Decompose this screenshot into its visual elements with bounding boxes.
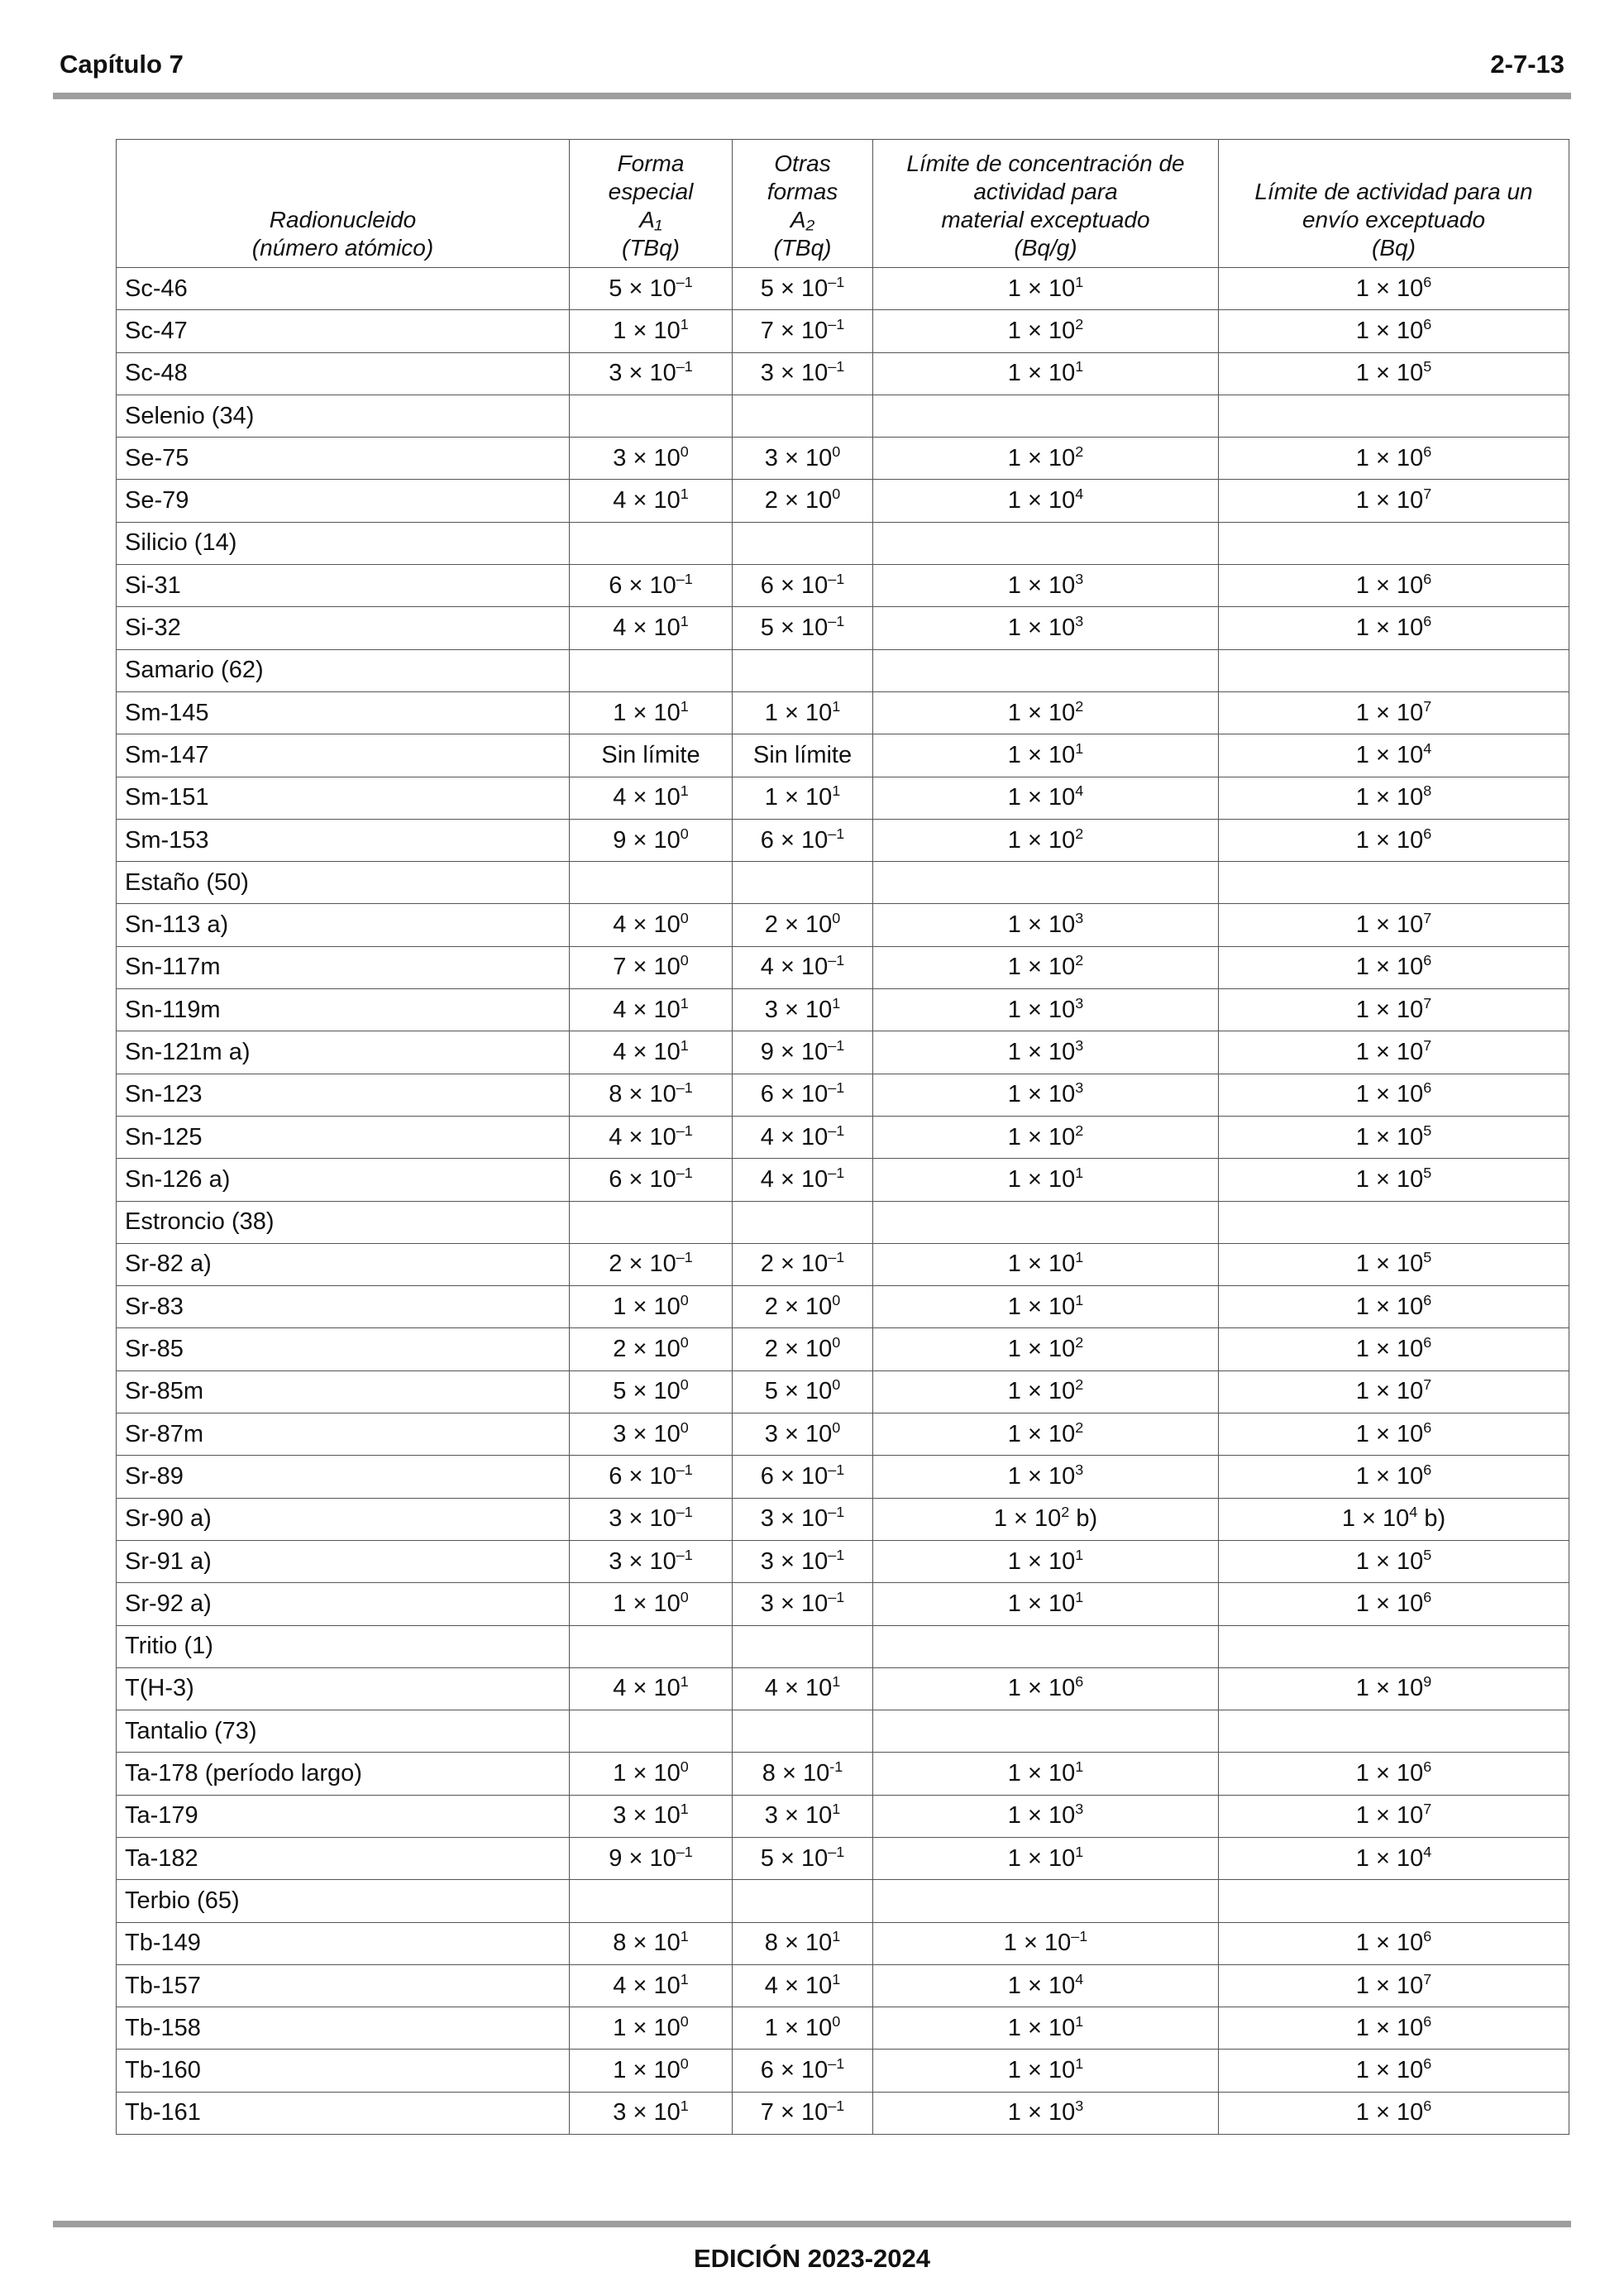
cell-consignment-limit: $1 \times 10^7$ (1219, 989, 1569, 1031)
cell-a2: Sin límite (733, 734, 873, 777)
cell-concentration-limit: $1 \times 10^1$ (873, 268, 1219, 310)
cell-a2: $3 \times 10^1$ (733, 989, 873, 1031)
table-row (117, 1116, 1569, 1158)
cell-a2: $2 \times 10^0$ (733, 1286, 873, 1328)
cell-radionuclide: Ta-182 (117, 1837, 570, 1879)
cell-consignment-limit (1219, 522, 1569, 564)
table-row (117, 268, 1569, 310)
cell-radionuclide: Sm-151 (117, 777, 570, 819)
cell-a1: $4 \times 10^1$ (570, 607, 733, 649)
cell-consignment-limit: $1 \times 10^5$ (1219, 1540, 1569, 1582)
cell-a2: $2 \times 10^0$ (733, 904, 873, 946)
cell-radionuclide: Silicio (14) (117, 522, 570, 564)
cell-radionuclide: Sr-90 a) (117, 1498, 570, 1540)
table-row (117, 1159, 1569, 1201)
cell-a1: $4 \times 10^1$ (570, 480, 733, 522)
cell-concentration-limit: $1 \times 10^4$ (873, 1964, 1219, 2007)
cell-concentration-limit: $1 \times 10^1$ (873, 2050, 1219, 2092)
cell-a1: $9 \times 10^0$ (570, 819, 733, 861)
cell-radionuclide: Si-32 (117, 607, 570, 649)
cell-a2: $6 \times 10^{-1}$ (733, 2050, 873, 2092)
cell-consignment-limit: $1 \times 10^6$ (1219, 1753, 1569, 1795)
cell-a2: $5 \times 10^{-1}$ (733, 1837, 873, 1879)
cell-a2: $5 \times 10^0$ (733, 1370, 873, 1413)
table-header-row (117, 140, 1569, 268)
cell-a2: $4 \times 10^{-1}$ (733, 1159, 873, 1201)
table-row (117, 1328, 1569, 1370)
table-row (117, 1413, 1569, 1456)
cell-concentration-limit: $1 \times 10^3$ (873, 1795, 1219, 1837)
table-row (117, 1795, 1569, 1837)
cell-consignment-limit: $1 \times 10^5$ (1219, 352, 1569, 395)
table-row (117, 734, 1569, 777)
table-body (117, 268, 1569, 2135)
table-row (117, 438, 1569, 480)
cell-consignment-limit: $1 \times 10^9$ (1219, 1667, 1569, 1710)
cell-a2: $3 \times 10^0$ (733, 438, 873, 480)
table-row (117, 989, 1569, 1031)
radionuclide-table (116, 139, 1569, 2135)
cell-concentration-limit: $1 \times 10^2$ (873, 691, 1219, 734)
cell-a1: $4 \times 10^1$ (570, 1964, 733, 2007)
cell-a2: $3 \times 10^0$ (733, 1413, 873, 1456)
cell-a1: $2 \times 10^0$ (570, 1328, 733, 1370)
cell-consignment-limit (1219, 1201, 1569, 1243)
table-row (117, 1498, 1569, 1540)
column-header-special-form-a1: Forma especial A₁ (TBq) (570, 140, 733, 268)
cell-a1: $3 \times 10^1$ (570, 2092, 733, 2134)
cell-a2: $2 \times 10^0$ (733, 480, 873, 522)
cell-a2: $4 \times 10^1$ (733, 1667, 873, 1710)
table-row (117, 565, 1569, 607)
cell-concentration-limit (873, 1201, 1219, 1243)
cell-a2: $4 \times 10^{-1}$ (733, 1116, 873, 1158)
cell-concentration-limit: $1 \times 10^4$ (873, 480, 1219, 522)
cell-concentration-limit (873, 1625, 1219, 1667)
cell-a2 (733, 1201, 873, 1243)
table-row (117, 2007, 1569, 2050)
cell-concentration-limit: $1 \times 10^1$ (873, 1159, 1219, 1201)
table-row (117, 1583, 1569, 1625)
cell-consignment-limit: $1 \times 10^7$ (1219, 691, 1569, 734)
cell-concentration-limit (873, 1710, 1219, 1753)
cell-a1 (570, 395, 733, 437)
cell-a1: $1 \times 10^0$ (570, 1286, 733, 1328)
cell-concentration-limit: $1 \times 10^2$ (873, 1413, 1219, 1456)
cell-consignment-limit: $1 \times 10^6$ (1219, 2007, 1569, 2050)
cell-consignment-limit (1219, 1710, 1569, 1753)
cell-consignment-limit (1219, 1880, 1569, 1922)
cell-consignment-limit: $1 \times 10^8$ (1219, 777, 1569, 819)
cell-concentration-limit: $1 \times 10^4$ (873, 777, 1219, 819)
cell-radionuclide: T(H-3) (117, 1667, 570, 1710)
table-row (117, 819, 1569, 861)
cell-a1: $1 \times 10^0$ (570, 1753, 733, 1795)
cell-a1: $3 \times 10^{-1}$ (570, 1498, 733, 1540)
cell-a1 (570, 1201, 733, 1243)
cell-concentration-limit: $1 \times 10^3$ (873, 2092, 1219, 2134)
cell-a1: $6 \times 10^{-1}$ (570, 1456, 733, 1498)
cell-concentration-limit (873, 522, 1219, 564)
table-row (117, 1753, 1569, 1795)
cell-concentration-limit: $1 \times 10^6$ (873, 1667, 1219, 1710)
cell-radionuclide: Sc-46 (117, 268, 570, 310)
cell-a2: $6 \times 10^{-1}$ (733, 565, 873, 607)
header-divider (53, 93, 1571, 99)
cell-concentration-limit: $1 \times 10^{-1}$ (873, 1922, 1219, 1964)
table-row (117, 904, 1569, 946)
cell-consignment-limit: $1 \times 10^6$ (1219, 2050, 1569, 2092)
cell-concentration-limit: $1 \times 10^1$ (873, 2007, 1219, 2050)
element-group-row (117, 649, 1569, 691)
cell-consignment-limit: $1 \times 10^5$ (1219, 1243, 1569, 1285)
cell-concentration-limit: $1 \times 10^1$ (873, 1753, 1219, 1795)
cell-a1: $4 \times 10^1$ (570, 1031, 733, 1074)
cell-a2: $7 \times 10^{-1}$ (733, 310, 873, 352)
cell-radionuclide: Sn-117m (117, 946, 570, 988)
cell-radionuclide: Se-79 (117, 480, 570, 522)
cell-radionuclide: Sm-153 (117, 819, 570, 861)
cell-a1: $8 \times 10^{-1}$ (570, 1074, 733, 1116)
table-row (117, 1837, 1569, 1879)
cell-a1: $2 \times 10^{-1}$ (570, 1243, 733, 1285)
cell-concentration-limit: $1 \times 10^1$ (873, 1286, 1219, 1328)
cell-concentration-limit: $1 \times 10^1$ (873, 1540, 1219, 1582)
cell-a1: $7 \times 10^0$ (570, 946, 733, 988)
column-header-other-forms-a2: Otras formas A₂ (TBq) (733, 140, 873, 268)
table-row (117, 1667, 1569, 1710)
cell-a1: $3 \times 10^{-1}$ (570, 1540, 733, 1582)
cell-consignment-limit: $1 \times 10^6$ (1219, 1413, 1569, 1456)
cell-concentration-limit: $1 \times 10^1$ (873, 1583, 1219, 1625)
element-group-row (117, 1201, 1569, 1243)
cell-consignment-limit: $1 \times 10^6$ (1219, 819, 1569, 861)
cell-a1: $6 \times 10^{-1}$ (570, 1159, 733, 1201)
table-row (117, 1964, 1569, 2007)
cell-a2: $3 \times 10^{-1}$ (733, 352, 873, 395)
cell-a1: $3 \times 10^{-1}$ (570, 352, 733, 395)
element-group-row (117, 1625, 1569, 1667)
cell-radionuclide: Tantalio (73) (117, 1710, 570, 1753)
cell-a1: $5 \times 10^{-1}$ (570, 268, 733, 310)
cell-radionuclide: Se-75 (117, 438, 570, 480)
cell-radionuclide: Sr-85m (117, 1370, 570, 1413)
cell-concentration-limit: $1 \times 10^3$ (873, 1456, 1219, 1498)
cell-concentration-limit: $1 \times 10^2$ (873, 1116, 1219, 1158)
cell-concentration-limit: $1 \times 10^3$ (873, 1074, 1219, 1116)
cell-radionuclide: Estroncio (38) (117, 1201, 570, 1243)
cell-a2: $8 \times 10^1$ (733, 1922, 873, 1964)
cell-concentration-limit: $1 \times 10^1$ (873, 1243, 1219, 1285)
cell-a1 (570, 1625, 733, 1667)
cell-a1: $8 \times 10^1$ (570, 1922, 733, 1964)
cell-concentration-limit: $1 \times 10^2$ (873, 946, 1219, 988)
column-header-radionuclide: Radionucleido (número atómico) (117, 140, 570, 268)
cell-a1: $9 \times 10^{-1}$ (570, 1837, 733, 1879)
cell-a1: $1 \times 10^0$ (570, 1583, 733, 1625)
cell-radionuclide: Sr-82 a) (117, 1243, 570, 1285)
cell-radionuclide: Tb-158 (117, 2007, 570, 2050)
cell-consignment-limit: $1 \times 10^7$ (1219, 1370, 1569, 1413)
cell-consignment-limit: $1 \times 10^7$ (1219, 1031, 1569, 1074)
cell-a2: $3 \times 10^{-1}$ (733, 1583, 873, 1625)
cell-concentration-limit: $1 \times 10^2$ b) (873, 1498, 1219, 1540)
cell-concentration-limit: $1 \times 10^3$ (873, 565, 1219, 607)
cell-a2: $9 \times 10^{-1}$ (733, 1031, 873, 1074)
cell-radionuclide: Ta-179 (117, 1795, 570, 1837)
cell-a2 (733, 1880, 873, 1922)
cell-a2: $5 \times 10^{-1}$ (733, 268, 873, 310)
element-group-row (117, 862, 1569, 904)
table-row (117, 2050, 1569, 2092)
column-header-consignment-limit: Límite de actividad para un envío exceptuado (Bq) (1219, 140, 1569, 268)
cell-a2 (733, 1625, 873, 1667)
cell-consignment-limit (1219, 862, 1569, 904)
cell-radionuclide: Sr-91 a) (117, 1540, 570, 1582)
element-group-row (117, 1880, 1569, 1922)
cell-concentration-limit (873, 1880, 1219, 1922)
cell-consignment-limit: $1 \times 10^5$ (1219, 1116, 1569, 1158)
cell-a2 (733, 649, 873, 691)
element-group-row (117, 522, 1569, 564)
cell-radionuclide: Sm-145 (117, 691, 570, 734)
cell-a2 (733, 395, 873, 437)
cell-a2: $6 \times 10^{-1}$ (733, 819, 873, 861)
cell-radionuclide: Sn-123 (117, 1074, 570, 1116)
cell-consignment-limit: $1 \times 10^4$ (1219, 734, 1569, 777)
table-row (117, 480, 1569, 522)
cell-radionuclide: Si-31 (117, 565, 570, 607)
cell-consignment-limit: $1 \times 10^6$ (1219, 946, 1569, 988)
table-row (117, 1074, 1569, 1116)
cell-a2: $1 \times 10^1$ (733, 777, 873, 819)
cell-radionuclide: Sn-113 a) (117, 904, 570, 946)
cell-consignment-limit: $1 \times 10^6$ (1219, 438, 1569, 480)
cell-consignment-limit: $1 \times 10^4$ (1219, 1837, 1569, 1879)
cell-concentration-limit: $1 \times 10^2$ (873, 310, 1219, 352)
cell-a2: $8 \times 10^{-1}$ (733, 1753, 873, 1795)
cell-a2: $7 \times 10^{-1}$ (733, 2092, 873, 2134)
cell-a1: $4 \times 10^{-1}$ (570, 1116, 733, 1158)
cell-radionuclide: Tb-149 (117, 1922, 570, 1964)
cell-concentration-limit: $1 \times 10^2$ (873, 819, 1219, 861)
table-row (117, 2092, 1569, 2134)
cell-a1: $4 \times 10^0$ (570, 904, 733, 946)
cell-a1 (570, 1710, 733, 1753)
footer-divider (53, 2221, 1571, 2227)
cell-radionuclide: Sn-125 (117, 1116, 570, 1158)
element-group-row (117, 1710, 1569, 1753)
cell-radionuclide: Estaño (50) (117, 862, 570, 904)
cell-a1: $1 \times 10^1$ (570, 310, 733, 352)
table-row (117, 777, 1569, 819)
cell-a2: $4 \times 10^1$ (733, 1964, 873, 2007)
edition-footer: EDICIÓN 2023-2024 (693, 2244, 931, 2273)
cell-a2: $3 \times 10^{-1}$ (733, 1498, 873, 1540)
cell-concentration-limit: $1 \times 10^3$ (873, 607, 1219, 649)
cell-a1 (570, 649, 733, 691)
column-header-concentration-limit: Límite de concentración de actividad para material exceptuado (Bq/g) (873, 140, 1219, 268)
cell-consignment-limit (1219, 1625, 1569, 1667)
cell-consignment-limit (1219, 395, 1569, 437)
cell-a1 (570, 862, 733, 904)
cell-radionuclide: Tritio (1) (117, 1625, 570, 1667)
cell-radionuclide: Ta-178 (período largo) (117, 1753, 570, 1795)
cell-a1: $4 \times 10^1$ (570, 1667, 733, 1710)
cell-a1 (570, 1880, 733, 1922)
table-row (117, 1031, 1569, 1074)
cell-a1: $5 \times 10^0$ (570, 1370, 733, 1413)
cell-consignment-limit: $1 \times 10^6$ (1219, 1286, 1569, 1328)
cell-consignment-limit: $1 \times 10^6$ (1219, 1922, 1569, 1964)
element-group-row (117, 395, 1569, 437)
cell-radionuclide: Tb-161 (117, 2092, 570, 2134)
chapter-title: Capítulo 7 (60, 50, 184, 79)
cell-a1: $6 \times 10^{-1}$ (570, 565, 733, 607)
table-row (117, 1456, 1569, 1498)
cell-a1 (570, 522, 733, 564)
cell-a2 (733, 522, 873, 564)
cell-a1: $3 \times 10^1$ (570, 1795, 733, 1837)
cell-radionuclide: Tb-157 (117, 1964, 570, 2007)
cell-radionuclide: Tb-160 (117, 2050, 570, 2092)
cell-concentration-limit: $1 \times 10^3$ (873, 1031, 1219, 1074)
cell-radionuclide: Sn-126 a) (117, 1159, 570, 1201)
table-row (117, 352, 1569, 395)
cell-concentration-limit: $1 \times 10^1$ (873, 352, 1219, 395)
cell-consignment-limit (1219, 649, 1569, 691)
cell-radionuclide: Sm-147 (117, 734, 570, 777)
cell-consignment-limit: $1 \times 10^4$ b) (1219, 1498, 1569, 1540)
cell-consignment-limit: $1 \times 10^6$ (1219, 2092, 1569, 2134)
cell-a1: $3 \times 10^0$ (570, 438, 733, 480)
cell-concentration-limit: $1 \times 10^3$ (873, 904, 1219, 946)
cell-concentration-limit: $1 \times 10^2$ (873, 1328, 1219, 1370)
cell-a2: $1 \times 10^1$ (733, 691, 873, 734)
cell-a2: $4 \times 10^{-1}$ (733, 946, 873, 988)
cell-radionuclide: Sr-83 (117, 1286, 570, 1328)
cell-consignment-limit: $1 \times 10^6$ (1219, 565, 1569, 607)
table-row (117, 310, 1569, 352)
cell-consignment-limit: $1 \times 10^6$ (1219, 268, 1569, 310)
cell-concentration-limit: $1 \times 10^3$ (873, 989, 1219, 1031)
cell-a1: $1 \times 10^0$ (570, 2050, 733, 2092)
cell-a1: $4 \times 10^1$ (570, 989, 733, 1031)
table-row (117, 1922, 1569, 1964)
cell-radionuclide: Sr-85 (117, 1328, 570, 1370)
cell-radionuclide: Sr-87m (117, 1413, 570, 1456)
cell-a2: $6 \times 10^{-1}$ (733, 1456, 873, 1498)
cell-radionuclide: Sn-121m a) (117, 1031, 570, 1074)
cell-concentration-limit: $1 \times 10^2$ (873, 1370, 1219, 1413)
cell-concentration-limit (873, 862, 1219, 904)
table-row (117, 946, 1569, 988)
table-row (117, 607, 1569, 649)
cell-a2: $1 \times 10^0$ (733, 2007, 873, 2050)
cell-concentration-limit (873, 395, 1219, 437)
cell-a1: $1 \times 10^1$ (570, 691, 733, 734)
cell-consignment-limit: $1 \times 10^7$ (1219, 1964, 1569, 2007)
cell-concentration-limit: $1 \times 10^2$ (873, 438, 1219, 480)
cell-radionuclide: Sc-47 (117, 310, 570, 352)
cell-a1: $1 \times 10^0$ (570, 2007, 733, 2050)
cell-radionuclide: Samario (62) (117, 649, 570, 691)
cell-consignment-limit: $1 \times 10^7$ (1219, 904, 1569, 946)
cell-radionuclide: Sc-48 (117, 352, 570, 395)
cell-radionuclide: Sr-89 (117, 1456, 570, 1498)
cell-a1: $4 \times 10^1$ (570, 777, 733, 819)
cell-radionuclide: Sr-92 a) (117, 1583, 570, 1625)
cell-consignment-limit: $1 \times 10^6$ (1219, 607, 1569, 649)
cell-concentration-limit: $1 \times 10^1$ (873, 1837, 1219, 1879)
cell-radionuclide: Selenio (34) (117, 395, 570, 437)
cell-consignment-limit: $1 \times 10^6$ (1219, 1328, 1569, 1370)
cell-a2: $2 \times 10^{-1}$ (733, 1243, 873, 1285)
cell-radionuclide: Terbio (65) (117, 1880, 570, 1922)
cell-consignment-limit: $1 \times 10^7$ (1219, 480, 1569, 522)
page-number: 2-7-13 (1490, 50, 1564, 79)
cell-a2: $2 \times 10^0$ (733, 1328, 873, 1370)
cell-a2: $3 \times 10^1$ (733, 1795, 873, 1837)
table-row (117, 1243, 1569, 1285)
cell-consignment-limit: $1 \times 10^6$ (1219, 1583, 1569, 1625)
cell-a2: $6 \times 10^{-1}$ (733, 1074, 873, 1116)
cell-concentration-limit (873, 649, 1219, 691)
cell-a1: $3 \times 10^0$ (570, 1413, 733, 1456)
cell-a2: $5 \times 10^{-1}$ (733, 607, 873, 649)
cell-consignment-limit: $1 \times 10^6$ (1219, 1456, 1569, 1498)
table-row (117, 1370, 1569, 1413)
cell-a1: Sin límite (570, 734, 733, 777)
cell-a2 (733, 862, 873, 904)
cell-consignment-limit: $1 \times 10^7$ (1219, 1795, 1569, 1837)
cell-radionuclide: Sn-119m (117, 989, 570, 1031)
cell-concentration-limit: $1 \times 10^1$ (873, 734, 1219, 777)
cell-consignment-limit: $1 \times 10^6$ (1219, 1074, 1569, 1116)
table-row (117, 1286, 1569, 1328)
table-row (117, 691, 1569, 734)
table-row (117, 1540, 1569, 1582)
cell-a2: $3 \times 10^{-1}$ (733, 1540, 873, 1582)
cell-consignment-limit: $1 \times 10^6$ (1219, 310, 1569, 352)
cell-a2 (733, 1710, 873, 1753)
cell-consignment-limit: $1 \times 10^5$ (1219, 1159, 1569, 1201)
